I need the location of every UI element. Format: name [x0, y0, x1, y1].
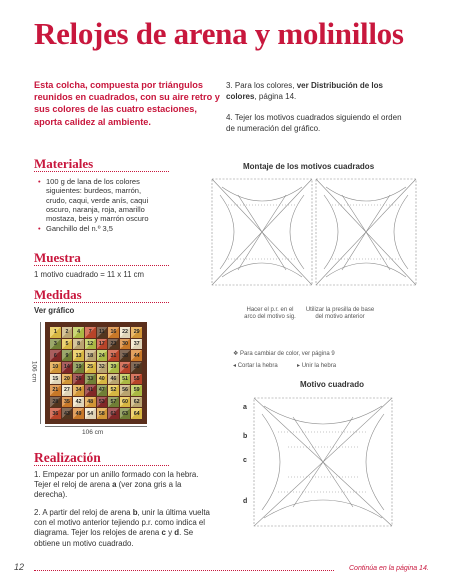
muestra-heading: Muestra: [34, 250, 81, 265]
quilt-cell: 39: [108, 362, 119, 373]
quilt-cell: 9: [62, 350, 73, 361]
quilt-cell: 55: [131, 374, 142, 385]
quilt-cell: 23: [108, 339, 119, 350]
quilt-cell: 26: [73, 374, 84, 385]
montaje-caption-right: Utilizar la presilla de base del motivo anterior: [305, 307, 375, 320]
realizacion-step-1: [34, 470, 212, 501]
montaje-diagram: [208, 175, 420, 295]
text: d: [174, 528, 180, 538]
quilt-cell: 56: [120, 385, 131, 396]
list-item: • Ganchillo del n.º 3,5: [38, 224, 163, 233]
quilt-cell: 8: [73, 339, 84, 350]
quilt-cell: 25: [85, 362, 96, 373]
intro-text: Esta colcha, compuesta por triángulos reunidos en cuadrados, con su aire retro y sus colores de las cuatro estaciones, aporta calidez al ambiente.: [34, 80, 220, 127]
quilt-cell: 22: [120, 327, 131, 338]
page-title: Relojes de arena y molinillos: [34, 16, 404, 51]
motivo-label-d: d: [243, 498, 248, 505]
quilt-cell: 3: [50, 339, 61, 350]
quilt-cell: 31: [108, 350, 119, 361]
motivo-label-b: b: [243, 433, 248, 440]
quilt-cell: 21: [50, 385, 61, 396]
legend-cut: [233, 362, 278, 369]
step-3: [226, 81, 402, 102]
step-4: 4. Tejer los motivos cuadrados siguiendo el orden de numeración del gráfico.: [226, 113, 402, 133]
medidas-heading: Medidas: [34, 287, 82, 302]
quilt-cell: 10: [50, 362, 61, 373]
quilt-cell: 52: [108, 385, 119, 396]
text: (ver zona gris a la derecha).: [34, 480, 182, 500]
quilt-cell: 16: [108, 327, 119, 338]
quilt-cell: 47: [97, 385, 108, 396]
divider: [34, 171, 169, 172]
ver-grafico-label: Ver gráfico: [34, 306, 75, 315]
divider: [34, 265, 169, 266]
quilt-cell: 35: [62, 397, 73, 408]
quilt-cell: 60: [120, 397, 131, 408]
text: 2. A partir del reloj de arena: [34, 508, 133, 517]
quilt-cell: 57: [108, 397, 119, 408]
quilt-cell: 42: [73, 397, 84, 408]
quilt-chart: [45, 322, 147, 424]
quilt-cell: 12: [85, 339, 96, 350]
quilt-cell: 37: [131, 339, 142, 350]
quilt-cell: 5: [62, 339, 73, 350]
continue-note: Continúa en la página 14.: [349, 565, 429, 572]
text: y: [165, 528, 175, 538]
quilt-cell: 41: [85, 385, 96, 396]
list-item: • 100 g de lana de los colores siguientes: burdeos, marrón, crudo, caqui, verde anís, caqui oscuro, naranja, roja, amarillo mostaza, beis y marrón oscuro: [38, 177, 163, 223]
divider: [34, 302, 169, 303]
quilt-cell: 48: [85, 397, 96, 408]
quilt-cell: 36: [50, 408, 61, 419]
step-3-bold: ver Distribución de los colores: [226, 81, 383, 101]
quilt-cell: 19: [73, 362, 84, 373]
quilt-cell: 7: [85, 327, 96, 338]
quilt-cell: 43: [62, 408, 73, 419]
quilt-cell: 2: [62, 327, 73, 338]
cut-icon: ◂: [233, 363, 238, 369]
motivo-title: Motivo cuadrado: [300, 380, 365, 389]
quilt-cell: 13: [73, 350, 84, 361]
quilt-cell: 62: [131, 397, 142, 408]
legend-cut-text: Cortar la hebra: [237, 363, 278, 369]
realizacion-heading: Realización: [34, 450, 101, 465]
quilt-cell: 63: [120, 408, 131, 419]
quilt-cell: 45: [120, 362, 131, 373]
footer-rule: [34, 570, 334, 571]
quilt-cell: 46: [108, 374, 119, 385]
page-number: 12: [14, 562, 25, 572]
quilt-cell: 30: [120, 339, 131, 350]
quilt-cell: 27: [62, 385, 73, 396]
quilt-cell: 34: [73, 385, 84, 396]
motivo-label-c: c: [243, 457, 247, 464]
dimension-width: [45, 426, 147, 427]
quilt-cell: 40: [97, 374, 108, 385]
quilt-grid: [50, 327, 142, 419]
quilt-cell: 53: [97, 397, 108, 408]
quilt-cell: 14: [62, 362, 73, 373]
divider: [34, 465, 169, 466]
quilt-cell: 64: [131, 408, 142, 419]
step-3-suffix: , página 14.: [254, 91, 297, 101]
dimension-height: [40, 322, 41, 424]
materiales-heading: Materiales: [34, 156, 94, 171]
dimension-width-label: 106 cm: [82, 429, 104, 436]
quilt-cell: 18: [85, 350, 96, 361]
quilt-cell: 58: [97, 408, 108, 419]
legend-color-change-text: Para cambiar de color, ver página 9: [240, 351, 335, 357]
quilt-cell: 38: [120, 350, 131, 361]
muestra-text: 1 motivo cuadrado = 11 x 11 cm: [34, 270, 145, 279]
text: c: [161, 528, 166, 538]
step-3-prefix: 3. Para los colores,: [226, 81, 297, 90]
quilt-cell: 24: [97, 350, 108, 361]
realizacion-step-2: [34, 508, 212, 549]
text: . Se obtiene un motivo cuadrado.: [34, 528, 194, 548]
legend-join: [297, 362, 336, 369]
quilt-cell: 33: [85, 374, 96, 385]
legend-color-change: [233, 350, 335, 357]
quilt-cell: 59: [131, 385, 142, 396]
montaje-title: Montaje de los motivos cuadrados: [243, 162, 375, 171]
text: 1. Empezar por un anillo formado con la hebra. Tejer el reloj de arena: [34, 470, 199, 490]
quilt-cell: 6: [50, 350, 61, 361]
quilt-cell: 32: [97, 362, 108, 373]
quilt-cell: 44: [131, 350, 142, 361]
text: a: [112, 480, 117, 490]
quilt-cell: 17: [97, 339, 108, 350]
join-icon: ▸: [297, 363, 302, 369]
color-change-icon: ❖: [233, 351, 241, 357]
quilt-cell: 28: [50, 397, 61, 408]
quilt-cell: 1: [50, 327, 61, 338]
materiales-list: [38, 177, 163, 235]
quilt-cell: 20: [62, 374, 73, 385]
quilt-cell: 50: [131, 362, 142, 373]
text: , unir la última vuelta con el motivo anterior tejiendo p.r. como indica el diagrama. Tejer los relojes de arena: [34, 508, 210, 538]
quilt-cell: 29: [131, 327, 142, 338]
quilt-cell: 4: [73, 327, 84, 338]
dimension-height-label: 106 cm: [30, 360, 38, 383]
quilt-cell: 15: [50, 374, 61, 385]
quilt-cell: 11: [97, 327, 108, 338]
quilt-cell: 49: [73, 408, 84, 419]
motivo-diagram: [248, 392, 398, 532]
montaje-caption-left: Hacer el p.r. en el arco del motivo sig.: [244, 307, 296, 320]
quilt-cell: 61: [108, 408, 119, 419]
legend-join-text: Unir la hebra: [301, 363, 337, 369]
motivo-label-a: a: [243, 404, 247, 411]
quilt-cell: 54: [85, 408, 96, 419]
quilt-cell: 51: [120, 374, 131, 385]
text: b: [132, 508, 138, 517]
